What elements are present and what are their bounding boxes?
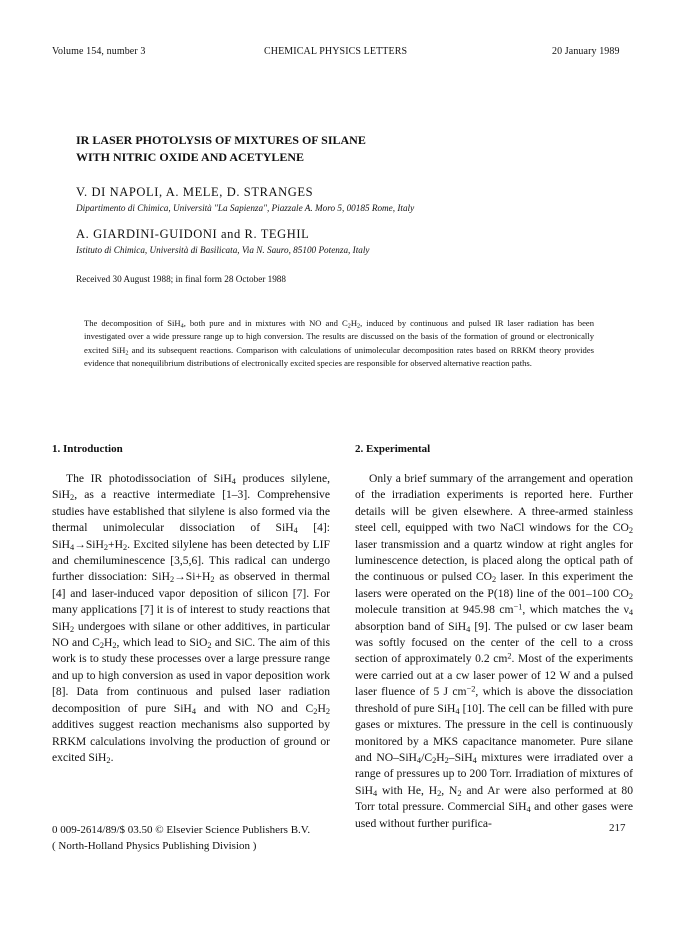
received-date: Received 30 August 1988; in final form 28 October 1988 — [76, 274, 286, 284]
affiliation-1: Dipartimento di Chimica, Università "La Sapienza", Piazzale A. Moro 5, 00185 Rome, Italy — [76, 203, 415, 213]
affiliation-2: Istituto di Chimica, Università di Basilicata, Via N. Sauro, 85100 Potenza, Italy — [76, 245, 370, 255]
page-number: 217 — [609, 822, 626, 834]
authors-group-2: A. GIARDINI-GUIDONI and R. TEGHIL — [76, 227, 310, 241]
authors-group-1: V. DI NAPOLI, A. MELE, D. STRANGES — [76, 185, 314, 199]
title-line-1: IR LASER PHOTOLYSIS OF MIXTURES OF SILANE — [76, 133, 366, 147]
title-line-2: WITH NITRIC OXIDE AND ACETYLENE — [76, 150, 305, 164]
journal-name: CHEMICAL PHYSICS LETTERS — [264, 46, 408, 57]
publisher-footer — [52, 822, 310, 854]
publisher-division: ( North-Holland Physics Publishing Division ) — [52, 840, 257, 852]
volume-number: Volume 154, number 3 — [52, 46, 146, 57]
issue-date: 20 January 1989 — [552, 46, 620, 57]
abstract: The decomposition of SiH$_4$, both pure and in mixtures with NO and $C_2H_2$, induced by continuous and pulsed IR laser radiation has been investigated over a wide pressure range up to high conversion. The results are discussed on the basis of the formation of ground or electronically excited SiH$_2$ and its subsequent reactions. Comparison with calculations of unimolecular decomposition rates based on RRKM theory provides evidence that nonequilibrium distributions of electronically excited species are responsible for observed alternative reaction paths. — [84, 318, 595, 369]
article-title — [76, 132, 596, 166]
introduction-text: The IR photodissociation of SiH$_4$ produces silylene, SiH$_2$, as a reactive intermediate [1–3]. Comprehensive studies have established that silylene is also formed via the thermal unimolecular dissociation of SiH$_4$ [4]: $SiH_4\to SiH_2+H_2$. Excited silylene has been detected by LIF and chemiluminescence [3,5,6]. This radical can undergo further dissociation: $SiH_2\to Si+H_2$ as observed in thermal [4] and laser-induced vapor deposition of silicon [7]. For many applications [7] it is of interest to study reactions that SiH$_2$ undergoes with silane or other additives, in particular NO and $C_2H_2$, which lead to SiO$_2$ and SiC. The aim of this work is to study these processes over a large pressure range and up to high conversion as used in vapor deposition work [8]. Data from continuous and pulsed laser radiation decomposition of pure SiH$_4$ and with NO and $C_2H_2$ additives suggest reaction mechanisms also supported by RRKM calculations involving the production of ground or excited SiH$_2$. — [52, 472, 331, 765]
issn-line: 0 009-2614/89/$ 03.50 © Elsevier Science Publishers B.V. — [52, 824, 311, 836]
experimental-text: Only a brief summary of the arrangement and operation of the irradiation experiments is reported here. Further details will be given elsewhere. A three-armed stainless steel cell, equipped with two NaCl windows for the $CO_2$ laser transmission and a quartz window at right angles for luminescence detection, is placed along the optical path of the continuous or pulsed $CO_2$ laser. In this experiment the lasers were operated on the P(18) line of the 001–100 $CO_2$ molecule transition at 945.98 $cm^{-1}$, which matches the $\nu_4$ absorption band of SiH$_4$ [9]. The pulsed or cw laser beam was softly focused on the center of the cell to a cross section of approximately 0.2 $cm^2$. Most of the experiments were carried out at a cw laser power of 12 W and a pulsed laser fluence of 5 J $cm^{-2}$, which is above the dissociation threshold of pure SiH$_4$ [10]. The cell can be filled with pure gases or mixtures. The pressure in the cell is continuously monitored by a MKS capacitance manometer. Pure silane and $NO-SiH_4/C_2H_2-SiH_4$ mixtures were irradiated over a range of pressures up to 200 Torr. Irradiation of mixtures of SiH$_4$ with He, $H_2$, $N_2$ and Ar were also performed at 80 Torr total pressure. Commercial SiH$_4$ and other gases were used without further purifica- — [355, 472, 634, 830]
section-heading-experimental: 2. Experimental — [355, 443, 431, 455]
section-heading-introduction: 1. Introduction — [52, 443, 123, 455]
